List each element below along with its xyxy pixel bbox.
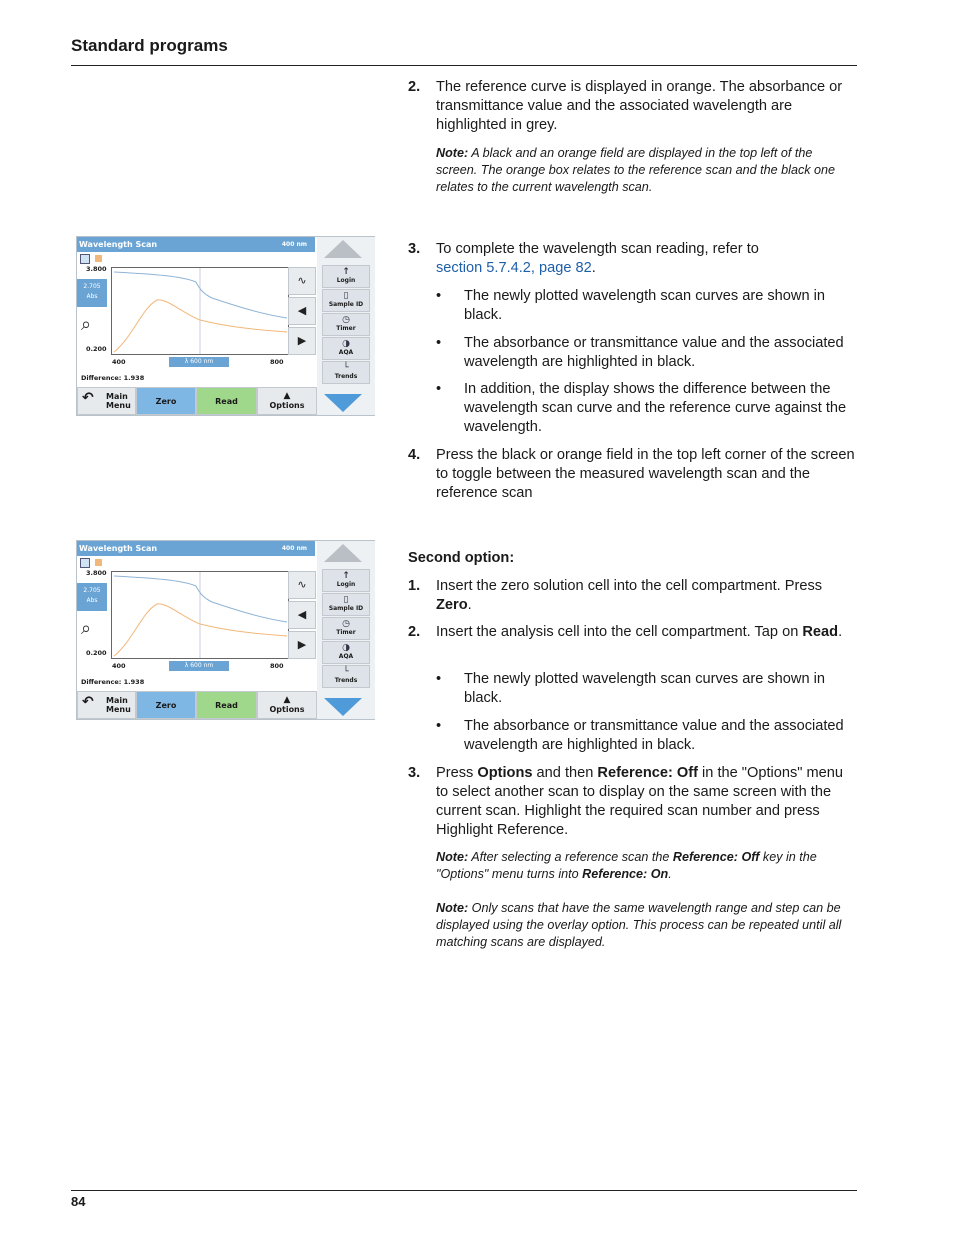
step-text (436, 240, 856, 278)
current-scan-toggle[interactable] (80, 558, 90, 568)
step-text-part: in the "Options" menu to select another scan to display on the same screen with the current scan. Highlight the required scan number and press Highlight Reference. (436, 765, 844, 838)
screen-wavelength: 400 nm (281, 241, 307, 248)
screen-wavelength: 400 nm (281, 545, 307, 552)
header-rule (71, 65, 857, 66)
note (436, 145, 856, 196)
reference-scan-toggle[interactable] (95, 255, 102, 262)
trends-button[interactable] (322, 665, 370, 688)
abs-unit: Abs (86, 597, 98, 604)
step-number: 1. (408, 578, 421, 594)
login-button[interactable] (322, 265, 370, 288)
footer-rule (71, 1190, 857, 1191)
bullet-text: The absorbance or transmittance value and the associated wavelength are highlighted in black. (464, 335, 844, 370)
step-text-bold: Zero (436, 597, 468, 613)
sample-id-label: Sample ID (328, 301, 364, 308)
zero-button[interactable]: Zero (136, 387, 196, 415)
options-label: Options (269, 705, 305, 714)
x-start-label: 400 (112, 662, 126, 670)
login-icon: ↑ (342, 267, 350, 277)
aqa-label: AQA (338, 349, 354, 356)
note-text: A black and an orange field are displayed in the top left of the screen. The orange box relates to the reference scan and the black one relates to the current wavelength scan. (436, 146, 836, 194)
timer-button[interactable] (322, 313, 370, 336)
step-text-part: . (838, 624, 843, 640)
step-number: 3. (408, 241, 421, 257)
main-menu-label: Main Menu (106, 392, 131, 410)
current-scan-toggle[interactable] (80, 254, 90, 264)
options-up-icon: ▲ (283, 695, 291, 705)
step-text-part: . (591, 260, 596, 276)
y-max-label: 3.800 (86, 569, 107, 577)
abs-value: 2.705 (83, 587, 101, 594)
note-label: Note: (436, 850, 469, 864)
zero-button[interactable]: Zero (136, 691, 196, 719)
screen-title-bar (77, 237, 315, 252)
zoom-icon[interactable]: ⌕ (81, 618, 92, 639)
step-number: 2. (408, 624, 421, 640)
step-text-bold: Read (802, 624, 839, 640)
x-start-label: 400 (112, 358, 126, 366)
side-panel (317, 237, 375, 415)
aqa-icon: ◑ (342, 339, 350, 349)
scan-plot (111, 571, 289, 659)
x-selected-box[interactable]: λ 600 nm (169, 357, 229, 367)
note-text: Only scans that have the same wavelength range and step can be displayed using the overlay option. This process can be repeated until all matching scans are displayed. (436, 901, 842, 949)
step-number: 4. (408, 447, 421, 463)
instrument-screen (76, 236, 375, 416)
difference-readout: Difference: 1.938 (81, 678, 145, 686)
back-icon: ↶ (82, 390, 94, 406)
bullet-text: The newly plotted wavelength scan curves are shown in black. (464, 288, 825, 323)
read-button[interactable]: Read (196, 387, 257, 415)
side-panel (317, 541, 375, 719)
step-text: The reference curve is displayed in orange. The absorbance or transmittance value and the associated wavelength are highlighted in grey. (436, 79, 843, 133)
bullet-icon: • (436, 671, 442, 687)
step-number: 3. (408, 765, 421, 781)
x-selected-box[interactable]: λ 600 nm (169, 661, 229, 671)
login-label: Login (336, 581, 356, 588)
bullet-icon: • (436, 718, 442, 734)
trends-icon: └ (343, 667, 349, 677)
scroll-up-icon[interactable] (324, 240, 362, 258)
bottom-bar (77, 691, 317, 719)
curve-icon[interactable]: ∿ (288, 571, 316, 599)
sample-id-icon: ▯ (343, 291, 349, 301)
step-text-part: Press (436, 765, 478, 781)
scroll-down-icon[interactable] (324, 698, 362, 716)
section-link[interactable]: section 5.7.4.2, page 82 (436, 260, 592, 276)
x-end-label: 800 (270, 358, 284, 366)
abs-value-box[interactable] (77, 279, 107, 307)
sample-id-button[interactable] (322, 289, 370, 312)
bottom-bar (77, 387, 317, 415)
abs-unit: Abs (86, 293, 98, 300)
cursor-left-icon[interactable]: ◀ (288, 297, 316, 325)
reference-scan-toggle[interactable] (95, 559, 102, 566)
timer-icon: ◷ (342, 619, 350, 629)
screen-title: Wavelength Scan (79, 544, 158, 553)
main-menu-button[interactable] (77, 387, 136, 415)
page-number: 84 (71, 1194, 86, 1209)
aqa-button[interactable] (322, 641, 370, 664)
step-text-bold: Reference: Off (597, 765, 698, 781)
main-menu-label: Main Menu (106, 696, 131, 714)
timer-icon: ◷ (342, 315, 350, 325)
step-text-bold: Options (477, 765, 533, 781)
section-heading: Second option: (408, 550, 515, 566)
zoom-icon[interactable]: ⌕ (81, 314, 92, 335)
timer-button[interactable] (322, 617, 370, 640)
y-min-label: 0.200 (86, 649, 107, 657)
x-end-label: 800 (270, 662, 284, 670)
note (436, 849, 856, 883)
curve-icon[interactable]: ∿ (288, 267, 316, 295)
step-text-part: . (467, 597, 472, 613)
bullet-text: In addition, the display shows the difference between the wavelength scan curve and the reference curve against the wavelength. (464, 381, 847, 435)
step-text-part: and then (532, 765, 598, 781)
note-text: After selecting a reference scan the (468, 850, 673, 864)
login-icon: ↑ (342, 571, 350, 581)
timer-label: Timer (336, 325, 356, 332)
screen-title-bar (77, 541, 315, 556)
note-label: Note: (436, 146, 469, 160)
y-min-label: 0.200 (86, 345, 107, 353)
screen-title: Wavelength Scan (79, 240, 158, 249)
cursor-right-icon[interactable]: ▶ (288, 327, 316, 355)
step-number: 2. (408, 79, 421, 95)
bullet-text: The absorbance or transmittance value and the associated wavelength are highlighted in black. (464, 718, 844, 753)
scan-plot (111, 267, 289, 355)
y-max-label: 3.800 (86, 265, 107, 273)
difference-readout: Difference: 1.938 (81, 374, 145, 382)
step-text: Press the black or orange field in the top left corner of the screen to toggle between the measured wavelength scan and the reference scan (436, 447, 855, 501)
cursor-right-icon[interactable]: ▶ (288, 631, 316, 659)
page-header-title: Standard programs (71, 36, 228, 55)
step-text-part: To complete the wavelength scan reading, refer to (436, 241, 759, 257)
note-text: . (668, 867, 672, 881)
abs-value: 2.705 (83, 283, 101, 290)
step-text (436, 577, 856, 615)
sample-id-icon: ▯ (343, 595, 349, 605)
cursor-left-icon[interactable]: ◀ (288, 601, 316, 629)
options-button[interactable] (257, 387, 317, 415)
bullet-icon: • (436, 381, 442, 397)
scroll-up-icon[interactable] (324, 544, 362, 562)
aqa-icon: ◑ (342, 643, 350, 653)
plot-tools (288, 571, 316, 663)
login-button[interactable] (322, 569, 370, 592)
main-menu-button[interactable] (77, 691, 136, 719)
trends-icon: └ (343, 363, 349, 373)
aqa-label: AQA (338, 653, 354, 660)
note-bold: Reference: On (582, 867, 669, 881)
bullet-text: The newly plotted wavelength scan curves are shown in black. (464, 671, 825, 706)
aqa-button[interactable] (322, 337, 370, 360)
instrument-screen (76, 540, 375, 720)
step-text-part: Insert the analysis cell into the cell compartment. Tap on (436, 624, 803, 640)
note-text: key in the "Options" menu turns into (436, 850, 817, 881)
trends-label: Trends (334, 677, 358, 684)
options-up-icon: ▲ (283, 391, 291, 401)
step-text-part: Insert the zero solution cell into the cell compartment. Press (436, 578, 823, 594)
read-button[interactable]: Read (196, 691, 257, 719)
bullet-icon: • (436, 335, 442, 351)
back-icon: ↶ (82, 694, 94, 710)
scroll-down-icon[interactable] (324, 394, 362, 412)
abs-value-box[interactable] (77, 583, 107, 611)
note-bold: Reference: Off (672, 850, 760, 864)
trends-label: Trends (334, 373, 358, 380)
options-button[interactable] (257, 691, 317, 719)
bullet-icon: • (436, 288, 442, 304)
step-text (436, 623, 856, 642)
step-text (436, 764, 856, 840)
plot-tools (288, 267, 316, 359)
trends-button[interactable] (322, 361, 370, 384)
note (436, 900, 856, 951)
note-label: Note: (436, 901, 469, 915)
sample-id-label: Sample ID (328, 605, 364, 612)
timer-label: Timer (336, 629, 356, 636)
login-label: Login (336, 277, 356, 284)
options-label: Options (269, 401, 305, 410)
sample-id-button[interactable] (322, 593, 370, 616)
